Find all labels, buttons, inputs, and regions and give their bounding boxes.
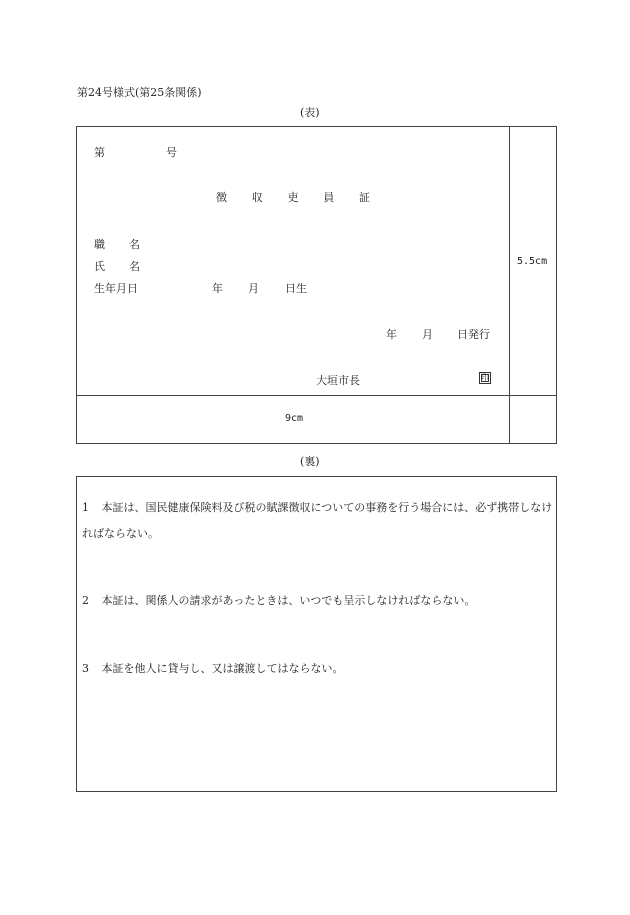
front-side-label: (表) [300, 106, 320, 119]
back-note [82, 495, 556, 547]
note-number: 3 [82, 662, 89, 675]
back-note [82, 656, 556, 682]
card-title-char: 証 [359, 191, 370, 204]
note-number: 2 [82, 594, 89, 607]
issue-month: 月 [422, 328, 433, 341]
birth-year: 年 [212, 282, 223, 295]
issuer-name: 大垣市長 [316, 374, 360, 387]
number-suffix: 号 [166, 146, 177, 159]
front-card-divider-horizontal [76, 395, 557, 396]
name-label-char: 氏 [94, 260, 105, 273]
card-title-char: 員 [323, 191, 335, 204]
back-side-label: (裏) [300, 455, 320, 468]
note-text: 本証は、国民健康保険料及び税の賦課徴収についての事務を行う場合には、必ず携帯しなければならない。 [82, 501, 553, 540]
card-title-char: 吏 [287, 191, 299, 204]
position-label-char: 名 [129, 238, 140, 251]
note-text: 本証は、関係人の請求があったときは、いつでも呈示しなければならない。 [101, 594, 476, 607]
birthdate-label: 生年月日 [94, 282, 138, 295]
card-title [216, 189, 370, 205]
issue-day: 日発行 [457, 328, 490, 341]
height-dimension: 5.5cm [517, 256, 548, 267]
front-card-divider-vertical [509, 126, 510, 444]
position-label [94, 236, 140, 252]
position-label-char: 職 [94, 238, 105, 251]
card-title-char: 徴 [216, 191, 227, 204]
back-note [82, 588, 556, 614]
birth-month: 月 [248, 282, 259, 295]
seal-icon [479, 372, 491, 384]
note-number: 1 [82, 501, 89, 514]
name-label-char: 名 [129, 260, 140, 273]
issue-year: 年 [386, 328, 397, 341]
seal-char: 印 [481, 373, 489, 382]
note-text: 本証を他人に貸与し、又は譲渡してはならない。 [101, 662, 344, 675]
name-label [94, 258, 140, 274]
front-card-frame [76, 126, 557, 444]
card-title-char: 収 [251, 191, 263, 204]
width-dimension: 9cm [285, 413, 304, 424]
form-title: 第24号様式(第25条関係) [77, 86, 202, 99]
birth-day: 日生 [285, 282, 307, 295]
number-prefix: 第 [94, 146, 105, 159]
